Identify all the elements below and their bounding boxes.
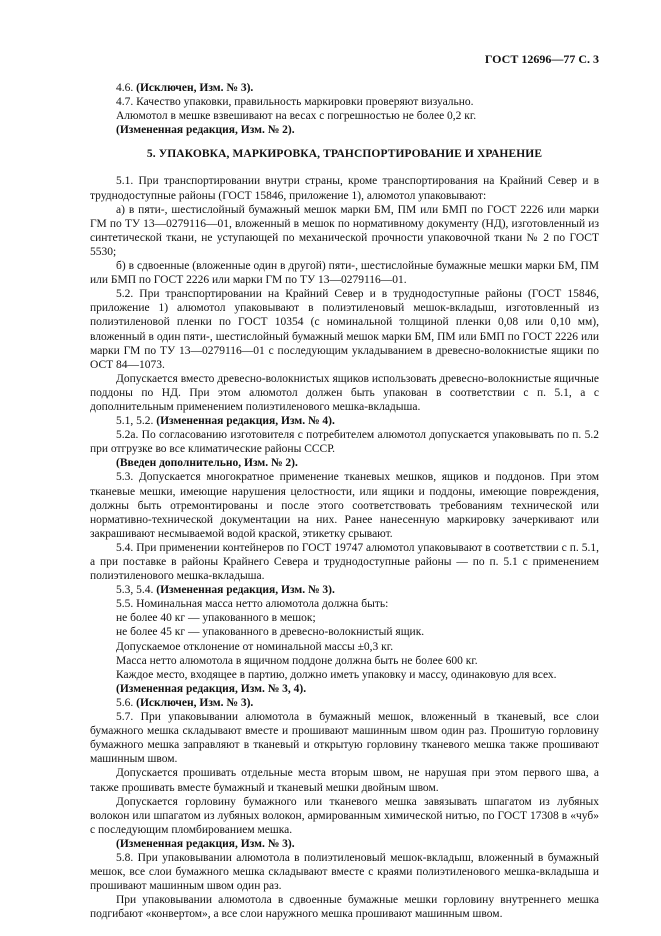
document-body bbox=[90, 81, 599, 921]
clause-5-1: 5.1. При транспортировании внутри страны, кроме транспортирования на Крайний Север и в труднодоступные районы (ГОСТ 15846, приложение 1), алюмотол упаковывают: bbox=[90, 175, 599, 202]
clause-4-7: 4.7. Качество упаковки, правильность маркировки проверяют визуально. bbox=[116, 96, 474, 109]
clause-5-8: 5.8. При упаковывании алюмотола в полиэтиленовый мешок-вкладыш, вложенный в бумажный мешок, все слои бумажного мешка складывают вместе с краями полиэтиленового мешка-вкладыша и прошивают машинным швом один раз. bbox=[90, 851, 599, 893]
clause-5-5-box: не более 45 кг — упакованного в древесно-волокнистый ящик. bbox=[116, 626, 425, 639]
clause-5-5-tolerance: Допускаемое отклонение от номинальной массы ±0,3 кг. bbox=[116, 640, 394, 653]
clause-5-8-double-bags: При упаковывании алюмотола в сдвоенные бумажные мешки горловину внутреннего мешка подгибают «конвертом», а все слои наружного мешка прошивают машинным швом. bbox=[90, 894, 599, 921]
clause-5-3-5-4-amendment: 5.3, 5.4. (Измененная редакция, Изм. № 3). bbox=[116, 584, 335, 597]
clause-5-1-b: б) в сдвоенные (вложенные один в другой) пяти-, шестислойные бумажные мешки марки БМ, ПМ или БМП по ГОСТ 2226 или марки ГМ по ТУ 13—0279116—01. bbox=[90, 260, 599, 287]
clause-5-6: 5.6. (Исключен, Изм. № 3). bbox=[116, 696, 254, 709]
page-header: ГОСТ 12696—77 С. 3 bbox=[484, 52, 599, 66]
clause-5-5-pallet: Масса нетто алюмотола в ящичном поддоне должна быть не более 600 кг. bbox=[116, 654, 478, 667]
clause-5-5-amendment: (Измененная редакция, Изм. № 3, 4). bbox=[116, 682, 307, 695]
clause-4-7-weighing: Алюмотол в мешке взвешивают на весах с погрешностью не более 0,2 кг. bbox=[116, 110, 477, 123]
clause-5-7: 5.7. При упаковывании алюмотола в бумажный мешок, вложенный в тканевый, все слои бумажного мешка складывают вместе и прошивают машинным швом один раз. Прошитую горловину бумажного мешка заправляют в тканевый и открытую горловину тканевого мешка также прошивают машинным швом. bbox=[90, 711, 599, 766]
clause-5-7-twine: Допускается горловину бумажного или тканевого мешка завязывать шпагатом из лубяных волокон или шпагатом из лубяных волокон, армированным химической нитью, по ГОСТ 17308 в «чуб» с последующим пломбированием мешка. bbox=[90, 795, 599, 836]
clause-5-2-alt: Допускается вместо древесно-волокнистых ящиков использовать древесно-волокнистые ящичные поддоны по НД. При этом алюмотол должен быть упакован в соответствии с п. 5.1, а с дополнительным применением полиэтиленового мешка-вкладыша. bbox=[90, 372, 599, 413]
clause-5-2a-amendment: (Введен дополнительно, Изм. № 2). bbox=[116, 457, 298, 470]
clause-5-2a: 5.2а. По согласованию изготовителя с потребителем алюмотол допускается упаковывать по п. 5.2 при отгрузке во все климатические районы СССР. bbox=[90, 429, 599, 456]
clause-5-5-bag: не более 40 кг — упакованного в мешок; bbox=[116, 612, 316, 625]
clause-5-5: 5.5. Номинальная масса нетто алюмотола должна быть: bbox=[116, 598, 389, 611]
clause-5-7-second-seam: Допускается прошивать отдельные места вторым швом, не нарушая при этом первого шва, а также прошивать вместе бумажный и тканевый мешки двойным швом. bbox=[90, 767, 599, 794]
clause-4-6: 4.6. (Исключен, Изм. № 3). bbox=[116, 82, 254, 94]
clause-5-4: 5.4. При применении контейнеров по ГОСТ 19747 алюмотол упаковывают в соответствии с п. 5.1, а при поставке в районы Крайнего Севера и труднодоступные районы — по п. 5.1 с применением полиэтиленового мешка-вкладыша. bbox=[90, 541, 599, 583]
section-title: 5. УПАКОВКА, МАРКИРОВКА, ТРАНСПОРТИРОВАНИЕ И ХРАНЕНИЕ bbox=[146, 148, 543, 161]
clause-5-7-amendment: (Измененная редакция, Изм. № 3). bbox=[116, 837, 295, 850]
clause-5-2: 5.2. При транспортировании на Крайний Север и в труднодоступные районы (ГОСТ 15846, приложение 1) алюмотол упаковывают в полиэтиленовый мешок-вкладыш, изготовленный из полиэтиленовой пленки по ГОСТ 10354 (с номинальной толщиной пленки 0,08 или 0,10 мм), вложенный в один пяти-, шестислойный бумажный мешок марки БМ, ПМ или БМП по ГОСТ 2226 или марки ГМ по ТУ 13—0279116—01 с последующим укладыванием в древесно-волокнистые ящики по ОСТ 84—1073. bbox=[90, 288, 599, 371]
clause-5-5-uniform: Каждое место, входящее в партию, должно иметь упаковку и массу, одинаковую для всех. bbox=[116, 668, 557, 681]
clause-5-1-a: а) в пяти-, шестислойный бумажный мешок марки БМ, ПМ или БМП по ГОСТ 2226 или марки ГМ по ТУ 13—0279116—01, вложенный в мешок по нормативному документу (НД), изготовленный из синтетической ткани, не уступающей по механической прочности упаковочной ткани № 2 по ГОСТ 5530; bbox=[90, 203, 599, 258]
clause-5-3: 5.3. Допускается многократное применение тканевых мешков, ящиков и поддонов. При этом тканевые мешки, имеющие нарушения целостности, или ящики и поддоны, имеющие повреждения, должны быть отремонтированы и после этого соответствовать требованиям технической или нормативно-технической документации на них. Ранее нанесенную маркировку зачеркивают или закрашивают несмываемой водой краской, этикетку срывают. bbox=[90, 471, 599, 540]
clause-4-7-amendment: (Измененная редакция, Изм. № 2). bbox=[116, 124, 295, 137]
clause-5-1-5-2-amendment: 5.1, 5.2. (Измененная редакция, Изм. № 4). bbox=[116, 415, 335, 428]
